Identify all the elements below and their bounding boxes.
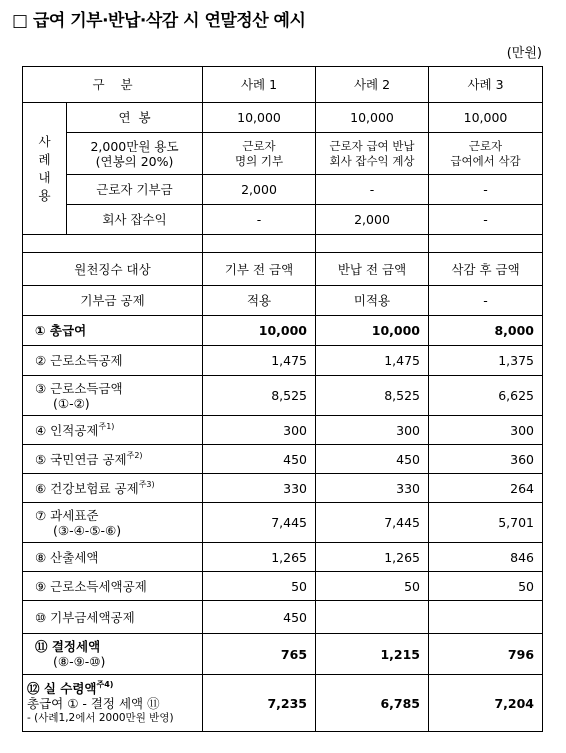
cell-value: 1,265: [203, 543, 316, 572]
header-case-2: 사례 2: [316, 67, 429, 103]
calc-row-donation-tax-credit: [23, 601, 543, 634]
cell-value: 765: [203, 634, 316, 675]
cell-value: 264: [429, 474, 543, 503]
cell-value: 6,625: [429, 376, 543, 416]
cell-value: [429, 601, 543, 634]
cell-value: 8,525: [203, 376, 316, 416]
cell-value: 근로자 명의 기부: [203, 133, 316, 175]
withholding-row: [23, 253, 543, 286]
tax-settlement-table: [22, 66, 543, 732]
cell-value: 450: [203, 601, 316, 634]
cell-value: 50: [203, 572, 316, 601]
row-label: ⑤ 국민연금 공제$^{주2)}$: [23, 445, 203, 474]
spacer-row: [23, 235, 543, 253]
cell-value: 1,215: [316, 634, 429, 675]
cell-value: 2,000: [203, 175, 316, 205]
cell-value: 5,701: [429, 503, 543, 543]
cell-value: 10,000: [316, 316, 429, 346]
case-row-donation: [23, 175, 543, 205]
cell-value: 7,204: [429, 675, 543, 732]
cell-value: 6,785: [316, 675, 429, 732]
cell-value: 삭감 후 금액: [429, 253, 543, 286]
cell-value: 기부 전 금액: [203, 253, 316, 286]
cell-value: 450: [316, 445, 429, 474]
calc-row-earned-income-deduction: [23, 346, 543, 376]
row-label: ④ 인적공제$^{주1)}$: [23, 416, 203, 445]
cell-value: -: [203, 205, 316, 235]
cell-value: 근로자 급여에서 삭감: [429, 133, 543, 175]
deduction-row: [23, 286, 543, 316]
cell-value: 미적용: [316, 286, 429, 316]
cell-value: 300: [203, 416, 316, 445]
cell-value: 7,235: [203, 675, 316, 732]
cell-value: 10,000: [203, 103, 316, 133]
row-label: 원천징수 대상: [23, 253, 203, 286]
row-label: ① 총급여: [23, 316, 203, 346]
case-row-salary: [23, 103, 543, 133]
cell-value: 330: [316, 474, 429, 503]
cell-value: 반납 전 금액: [316, 253, 429, 286]
cell-value: 50: [429, 572, 543, 601]
cell-value: 10,000: [316, 103, 429, 133]
row-label: ② 근로소득공제: [23, 346, 203, 376]
header-case-1: 사례 1: [203, 67, 316, 103]
calc-row-personal-deduction: [23, 416, 543, 445]
row-label: ⑧ 산출세액: [23, 543, 203, 572]
cell-value: 10,000: [203, 316, 316, 346]
row-label: 근로자 기부금: [67, 175, 203, 205]
row-label: ⑩ 기부금세액공제: [23, 601, 203, 634]
cell-value: 7,445: [316, 503, 429, 543]
row-label: ⑫ 실 수령액$^{주4)}$ 총급여 ① - 결정 세액 ⑪ - (사례1,2에서 2000만원 반영): [23, 675, 203, 732]
cell-value: 360: [429, 445, 543, 474]
cell-value: 적용: [203, 286, 316, 316]
cell-value: 근로자 급여 반납 회사 잡수익 계상: [316, 133, 429, 175]
cell-value: 1,375: [429, 346, 543, 376]
cell-value: 300: [316, 416, 429, 445]
unit-label: (만원): [506, 46, 542, 61]
cell-value: 330: [203, 474, 316, 503]
calc-row-tax-base: [23, 503, 543, 543]
case-group-label: 사 례 내 용: [23, 103, 67, 235]
row-label: 2,000만원 용도 (연봉의 20%): [67, 133, 203, 175]
cell-value: 50: [316, 572, 429, 601]
calc-row-computed-tax: [23, 543, 543, 572]
cell-value: 450: [203, 445, 316, 474]
calc-row-pension-deduction: [23, 445, 543, 474]
calc-row-final-tax: [23, 634, 543, 675]
calc-row-health-insurance-deduction: [23, 474, 543, 503]
cell-value: 7,445: [203, 503, 316, 543]
cell-value: 8,525: [316, 376, 429, 416]
case-row-usage: [23, 133, 543, 175]
row-label: ⑦ 과세표준 (③-④-⑤-⑥): [23, 503, 203, 543]
cell-value: -: [429, 175, 543, 205]
calc-row-total-salary: [23, 316, 543, 346]
page-title: □ 급여 기부·반납·삭감 시 연말정산 예시: [12, 11, 306, 31]
cell-value: 1,265: [316, 543, 429, 572]
cell-value: [316, 601, 429, 634]
cell-value: 300: [429, 416, 543, 445]
row-label: ⑨ 근로소득세액공제: [23, 572, 203, 601]
cell-value: 8,000: [429, 316, 543, 346]
row-label: 기부금 공제: [23, 286, 203, 316]
calc-row-earned-income-tax-credit: [23, 572, 543, 601]
cell-value: 846: [429, 543, 543, 572]
cell-value: -: [429, 205, 543, 235]
header-case-3: 사례 3: [429, 67, 543, 103]
cell-value: -: [429, 286, 543, 316]
row-label: ⑥ 건강보험료 공제$^{주3)}$: [23, 474, 203, 503]
row-label: 연 봉: [67, 103, 203, 133]
cell-value: 2,000: [316, 205, 429, 235]
calc-row-earned-income: [23, 376, 543, 416]
calc-row-net-pay: [23, 675, 543, 732]
cell-value: 10,000: [429, 103, 543, 133]
cell-value: -: [316, 175, 429, 205]
row-label: 회사 잡수익: [67, 205, 203, 235]
header-row: [23, 67, 543, 103]
case-row-company-income: [23, 205, 543, 235]
row-label: ⑪ 결정세액 (⑧-⑨-⑩): [23, 634, 203, 675]
cell-value: 796: [429, 634, 543, 675]
row-label: ③ 근로소득금액 (①-②): [23, 376, 203, 416]
header-category: 구 분: [23, 67, 203, 103]
cell-value: 1,475: [316, 346, 429, 376]
cell-value: 1,475: [203, 346, 316, 376]
